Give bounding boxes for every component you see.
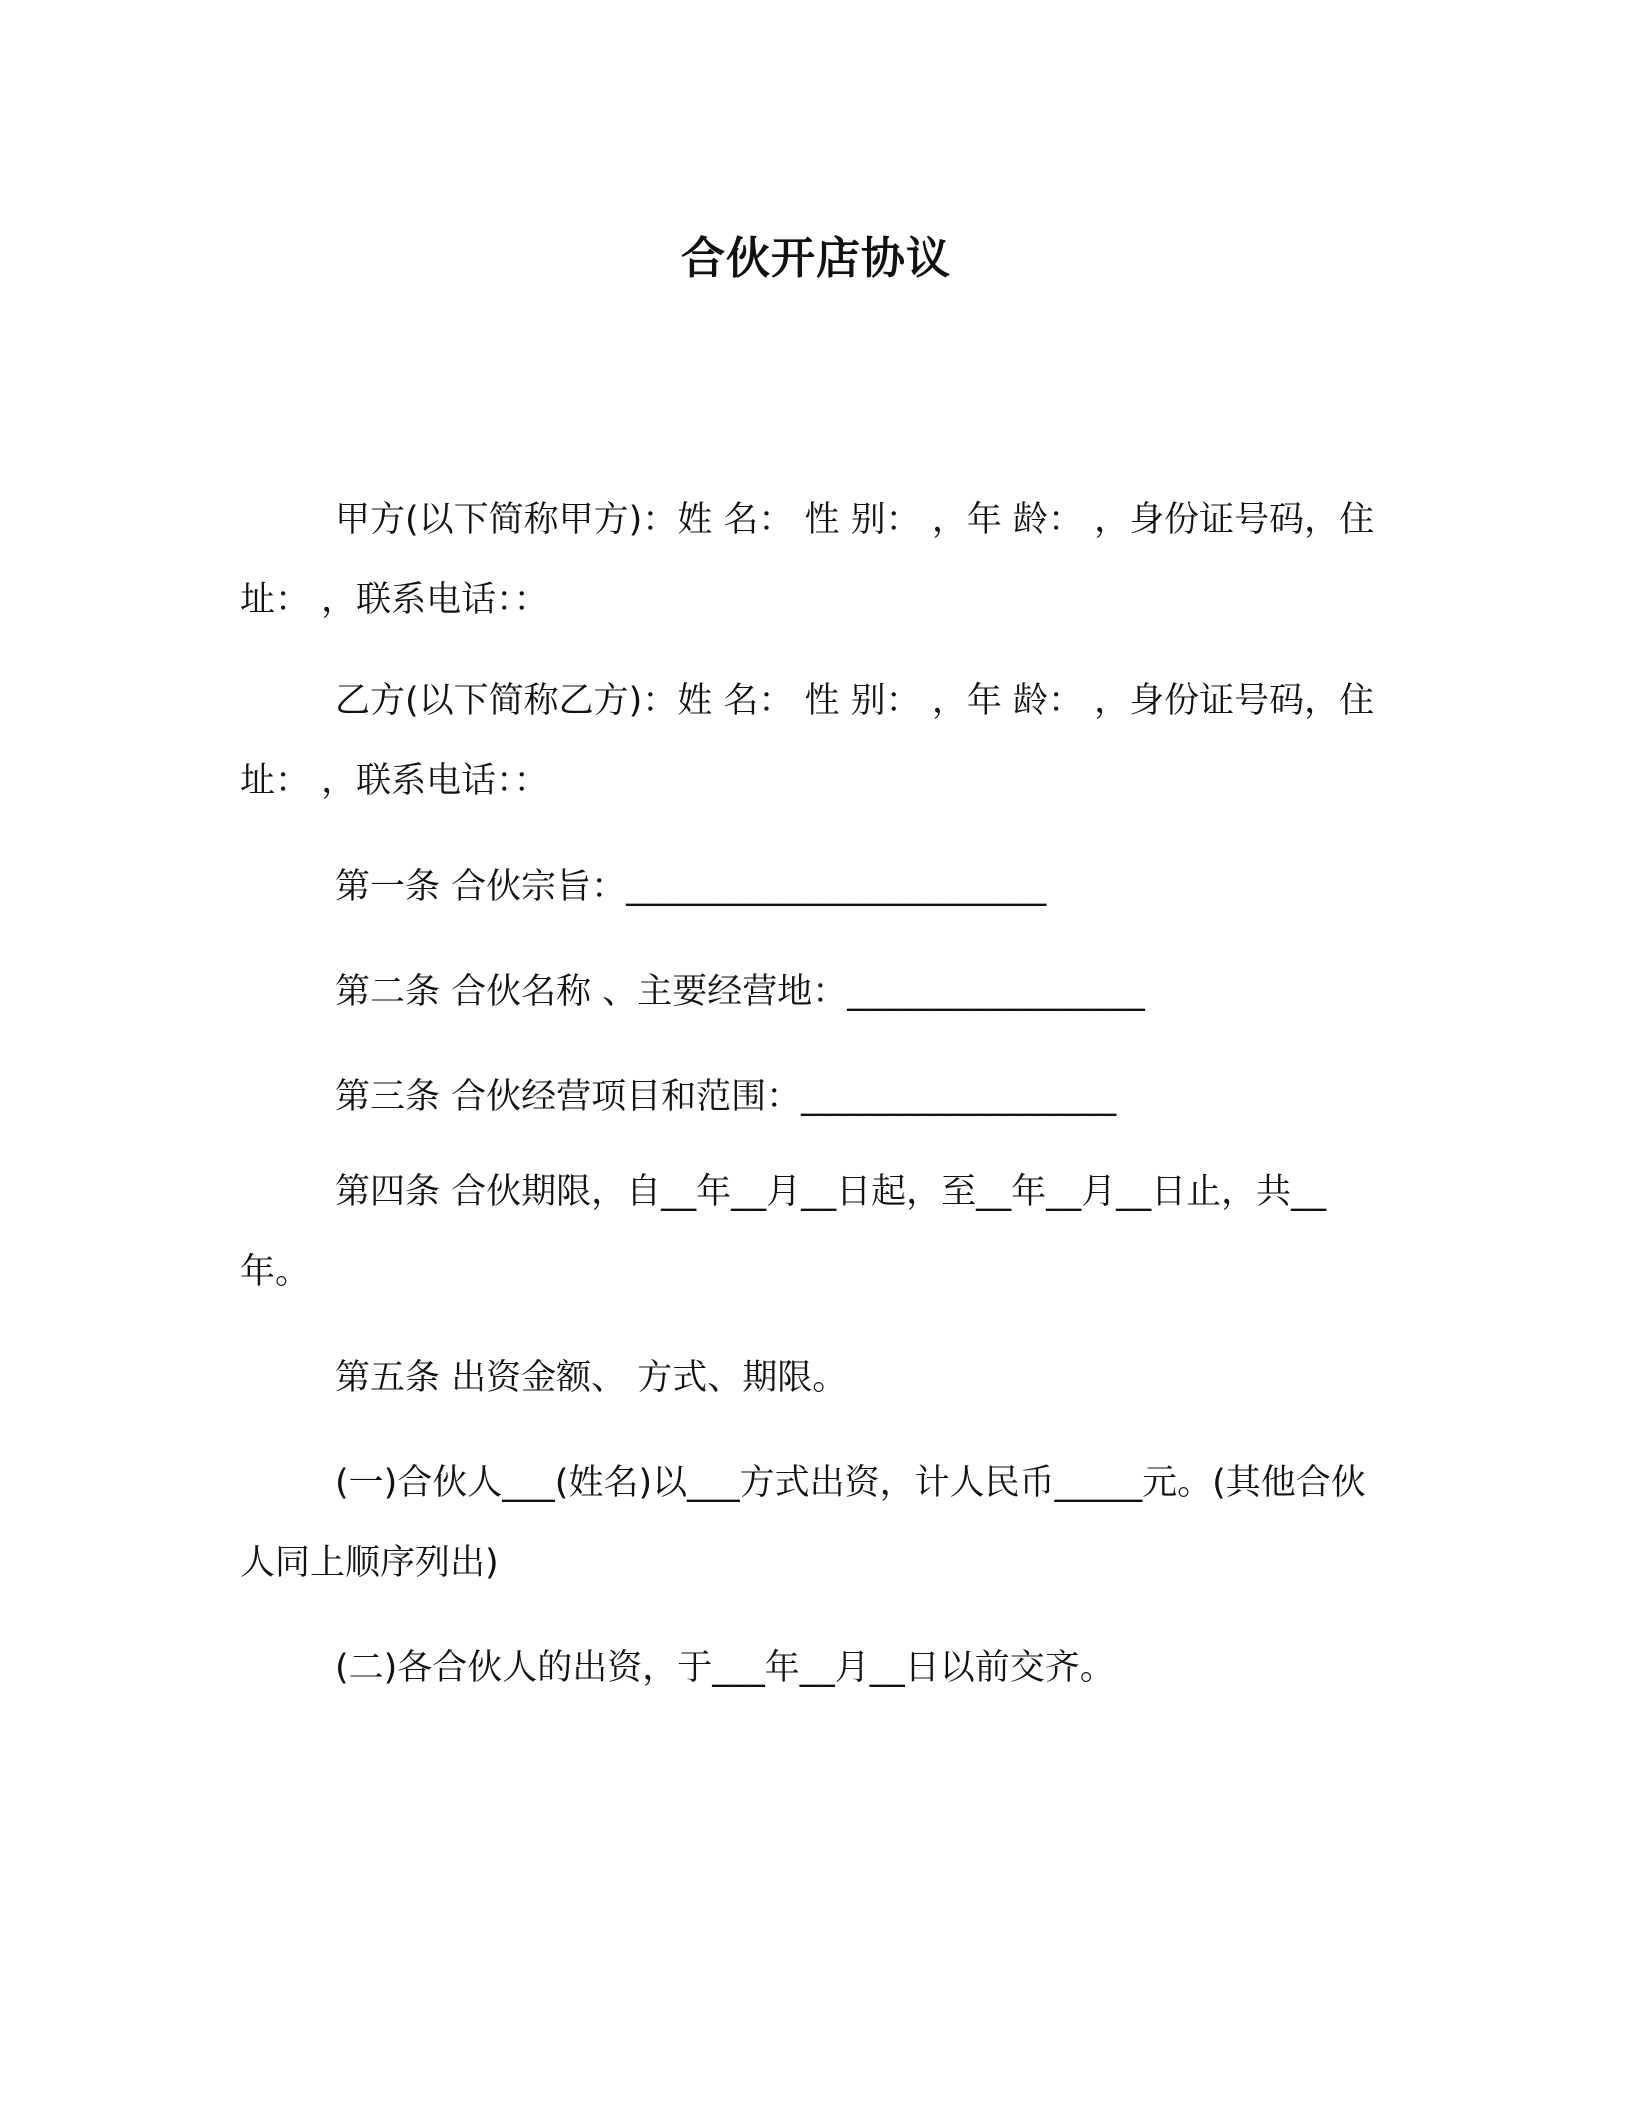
article-2-paragraph: 第二条 合伙名称 、主要经营地：_________________ [335,972,1145,1012]
document-title: 合伙开店协议 [681,233,951,284]
clause-1-paragraph: (一)合伙人___(姓名)以___方式出资，计人民币_____元。(其他合伙人同上顺序列出) [240,1463,1366,1583]
article-1-paragraph: 第一条 合伙宗旨：________________________ [335,867,1047,907]
article-5-paragraph: 第五条 出资金额、 方式、期限。 [335,1358,848,1398]
party-a-paragraph: 甲方(以下简称甲方)：姓 名： 性 别： ，年 龄： ，身份证号码，住 址： ，联系电话：： [240,500,1375,620]
article-4-paragraph: 第四条 合伙期限，自__年__月__日起，至__年__月__日止，共__年。 [240,1172,1327,1292]
party-b-paragraph: 乙方(以下简称乙方)：姓 名： 性 别： ，年 龄： ，身份证号码，住 址： ，联系电话：： [240,681,1375,801]
article-3-paragraph: 第三条 合伙经营项目和范围：__________________ [335,1077,1117,1117]
clause-2-paragraph: (二)各合伙人的出资，于___年__月__日以前交齐。 [335,1648,1115,1688]
